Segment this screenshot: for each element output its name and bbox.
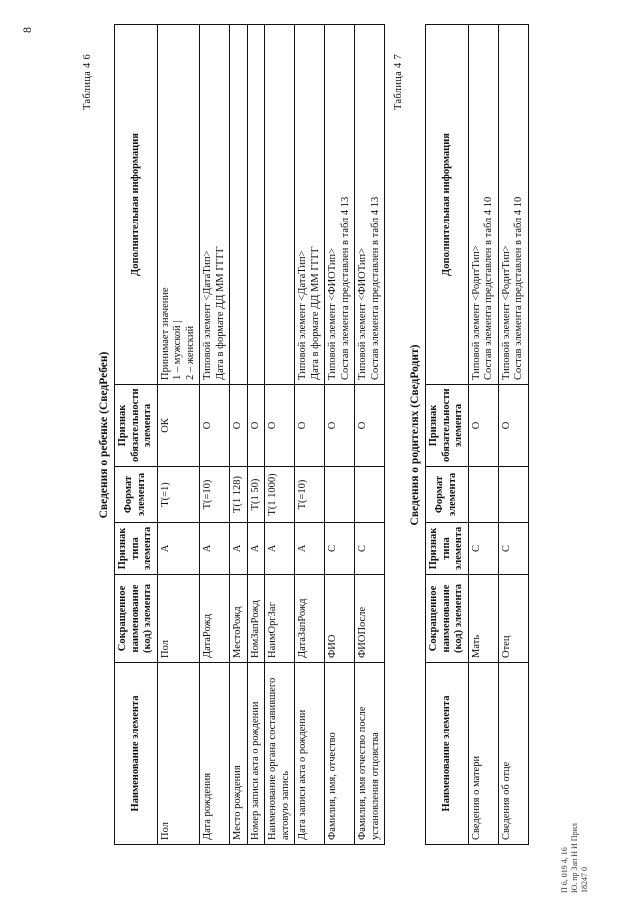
element-type-cell: С — [325, 523, 355, 575]
element-type-cell: А — [200, 523, 230, 575]
page-number: 8 — [20, 27, 34, 33]
column-header: Наименование элемента — [115, 663, 158, 845]
element-code-cell: ДатаРожд — [200, 575, 230, 663]
column-header: Формат элемента — [426, 467, 469, 523]
table-body — [157, 25, 385, 845]
header-row — [426, 25, 469, 845]
table-body — [468, 25, 528, 845]
info-line: 2 – женский — [184, 325, 196, 380]
element-required-cell: ОК — [157, 385, 200, 467]
element-name-cell: Сведения о матери — [468, 663, 498, 845]
table-row — [468, 25, 498, 845]
element-format-cell: Т(=10) — [295, 467, 325, 523]
element-required-cell: О — [325, 385, 355, 467]
table-4-6 — [114, 24, 385, 845]
column-header: Формат элемента — [115, 467, 158, 523]
info-line: Типовой элемент <РодитТип> — [470, 245, 482, 380]
element-required-cell: О — [230, 385, 248, 467]
element-name-cell: Сведения об отце — [498, 663, 528, 845]
element-name-cell: Пол — [157, 663, 200, 845]
element-format-cell: Т(=10) — [200, 467, 230, 523]
element-code-cell: Пол — [157, 575, 200, 663]
info-line: Типовой элемент <ДатаТип> — [297, 250, 308, 380]
element-type-cell: А — [230, 523, 248, 575]
column-header: Признак типа элемента — [426, 523, 469, 575]
element-format-cell: Т(1 1000) — [265, 467, 295, 523]
element-type-cell: А — [265, 523, 295, 575]
column-header: Сокращенное наименование (код) элемента — [115, 575, 158, 663]
element-code-cell: ФИОПосле — [355, 575, 385, 663]
table-4-6-label: Таблица 4 6 — [82, 53, 93, 110]
table-row — [265, 25, 295, 845]
table-row — [247, 25, 265, 845]
table-row — [295, 25, 325, 845]
table-4-7-caption: Сведения о родителях (СведРодит) — [409, 344, 421, 526]
additional-info-cell — [230, 25, 248, 385]
column-header: Дополнительная информация — [426, 25, 469, 385]
info-line: Типовой элемент <ФИОТип> — [357, 247, 368, 380]
element-format-cell: Т(=1) — [157, 467, 200, 523]
table-4-7-label: Таблица 4 7 — [393, 53, 404, 110]
info-line: Дата в формате ДД ММ ГГГГ — [309, 246, 321, 380]
table-row — [230, 25, 248, 845]
element-code-cell: Мать — [468, 575, 498, 663]
element-required-cell: О — [295, 385, 325, 467]
element-code-cell: МестоРожд — [230, 575, 248, 663]
info-line: Состав элемента представлен в табл 4 13 — [339, 196, 351, 380]
table-row — [498, 25, 528, 845]
element-type-cell: А — [295, 523, 325, 575]
element-format-cell: Т(1 50) — [247, 467, 265, 523]
element-required-cell: О — [247, 385, 265, 467]
additional-info-cell — [355, 25, 385, 385]
table-4-6-caption: Сведения о ребенке (СведРебен) — [98, 351, 110, 519]
element-name-cell: Дата записи акта о рождении — [295, 663, 325, 845]
column-header: Признак обязательности элемента — [426, 385, 469, 467]
info-line: Состав элемента представлен в табл 4 10 — [513, 196, 524, 380]
element-format-cell — [498, 467, 528, 523]
additional-info-cell — [325, 25, 355, 385]
element-type-cell: С — [355, 523, 385, 575]
element-type-cell: С — [468, 523, 498, 575]
stamp-line-1: П 6, 019 4, 16 — [560, 847, 569, 893]
column-header: Наименование элемента — [426, 663, 469, 845]
info-line: 1 – мужской | — [172, 320, 183, 380]
stamp-line-2: Ю. пр Зап Н И Прил 18247 0 — [570, 823, 589, 893]
column-header: Дополнительная информация — [115, 25, 158, 385]
element-name-cell: Фамилия, имя, отчество — [325, 663, 355, 845]
element-code-cell: НомЗапРожд — [247, 575, 265, 663]
table-row — [355, 25, 385, 845]
info-line: Типовой элемент <ДатаТип> — [202, 250, 213, 380]
element-name-cell: Дата рождения — [200, 663, 230, 845]
additional-info-cell — [265, 25, 295, 385]
archive-stamp — [560, 813, 590, 893]
table-row — [157, 25, 200, 845]
column-header: Признак типа элемента — [115, 523, 158, 575]
element-code-cell: ДатаЗапРожд — [295, 575, 325, 663]
column-header: Сокращенное наименование (код) элемента — [426, 575, 469, 663]
element-code-cell: Отец — [498, 575, 528, 663]
element-name-cell: Номер записи акта о рождении — [247, 663, 265, 845]
additional-info-cell — [295, 25, 325, 385]
element-required-cell: О — [200, 385, 230, 467]
element-type-cell: С — [498, 523, 528, 575]
element-type-cell: А — [157, 523, 200, 575]
element-type-cell: А — [247, 523, 265, 575]
additional-info-cell — [468, 25, 498, 385]
column-header: Признак обязательности элемента — [115, 385, 158, 467]
header-row — [115, 25, 158, 845]
element-required-cell: О — [355, 385, 385, 467]
info-line: Принимает значение — [159, 287, 171, 380]
additional-info-cell — [247, 25, 265, 385]
element-name-cell: Наименование органа составившего актовую запись — [265, 663, 295, 845]
info-line: Типовой элемент <РодитТип> — [500, 245, 512, 380]
element-name-cell: Место рождения — [230, 663, 248, 845]
element-code-cell: ФИО — [325, 575, 355, 663]
additional-info-cell — [157, 25, 200, 385]
info-line: Дата в формате ДД ММ ГГГГ — [214, 246, 226, 380]
element-format-cell — [325, 467, 355, 523]
element-required-cell: О — [498, 385, 528, 467]
table-4-7 — [425, 24, 529, 845]
element-name-cell: Фамилия, имя отчество после установления отцовства — [355, 663, 385, 845]
table-row — [200, 25, 230, 845]
element-code-cell: НаимОргЗаг — [265, 575, 295, 663]
additional-info-cell — [498, 25, 528, 385]
table-header — [426, 25, 469, 845]
table-header — [115, 25, 158, 845]
element-format-cell: Т(1 128) — [230, 467, 248, 523]
table-row — [325, 25, 355, 845]
element-format-cell — [468, 467, 498, 523]
additional-info-cell — [200, 25, 230, 385]
element-required-cell: О — [265, 385, 295, 467]
info-line: Состав элемента представлен в табл 4 10 — [483, 196, 494, 380]
info-line: Типовой элемент <ФИОТип> — [327, 247, 338, 380]
info-line: Состав элемента представлен в табл 4 13 — [369, 196, 381, 380]
element-required-cell: О — [468, 385, 498, 467]
element-format-cell — [355, 467, 385, 523]
